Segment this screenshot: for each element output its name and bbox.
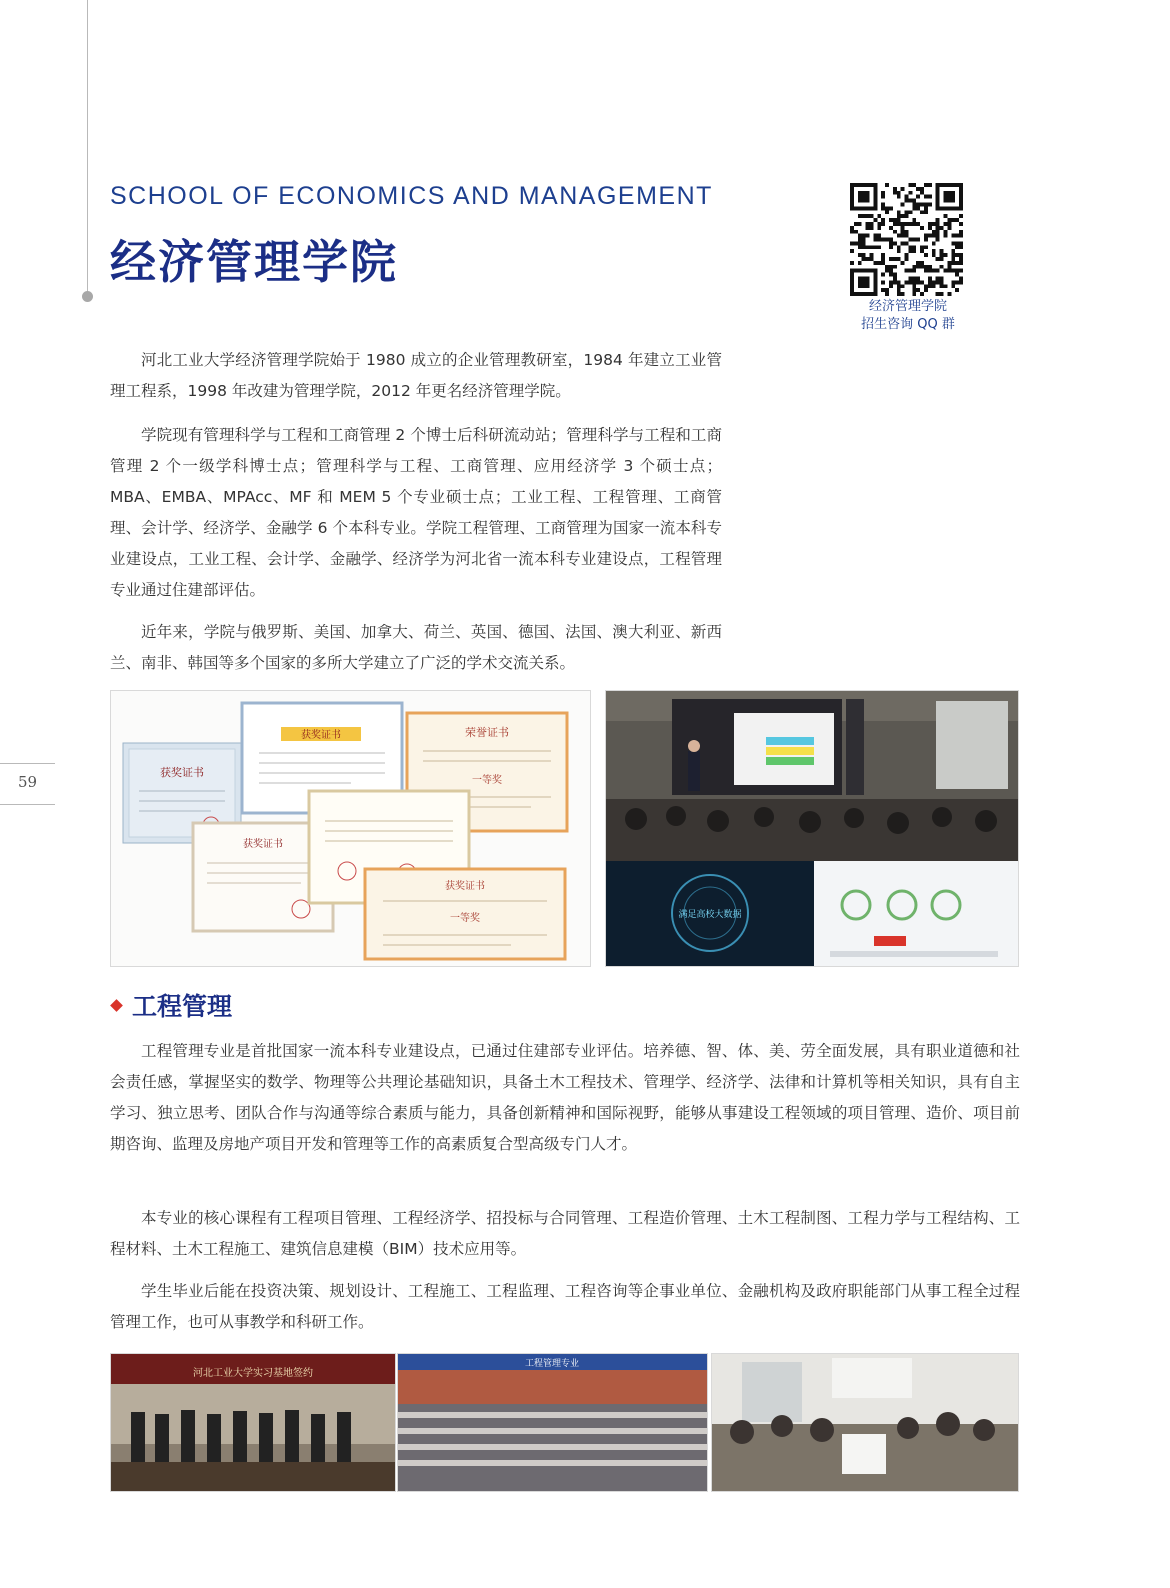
section-paragraph-3: 学生毕业后能在投资决策、规划设计、工程施工、工程监理、工程咨询等企事业单位、金融机构及政府职能部门从事工程全过程管理工作，也可从事教学和科研工作。 [110, 1282, 1020, 1331]
qr-code-icon [850, 183, 963, 296]
classroom-photo [605, 690, 1019, 967]
qr-caption [838, 298, 978, 334]
certificates-illustration [111, 691, 590, 966]
section-heading [110, 987, 232, 1023]
group-photo [397, 1353, 708, 1492]
group-photo-illustration [398, 1354, 707, 1491]
award-text-2: 一等奖 [450, 913, 480, 924]
classroom-illustration [606, 691, 1018, 966]
cert5-title: 获奖证书 [445, 881, 485, 892]
certificate-orange-bottom [365, 869, 565, 959]
section-paragraph-1: 工程管理专业是首批国家一流本科专业建设点，已通过住建部专业评估。培养德、智、体、美、劳全面发展，具有职业道德和社会责任感，掌握坚实的数学、物理等公共理论基础知识，具备土木工程技术、管理学、经济学、法律和计算机等相关知识，具有自主学习、独立思考、团队合作与沟通等综合素质与能力，具备创新精神和国际视野，能够从事建设工程领域的项目管理、造价、项目前期咨询、监理及房地产项目开发和管理等工作的高素质复合型高级专门人才。 [110, 1042, 1020, 1153]
meeting-photo [711, 1353, 1019, 1492]
intro-paragraph-3: 近年来，学院与俄罗斯、美国、加拿大、荷兰、英国、德国、法国、澳大利亚、新西兰、南非、韩国等多个国家的多所大学建立了广泛的学术交流关系。 [110, 623, 722, 672]
signing-ceremony-photo [110, 1353, 396, 1492]
section-paragraph-2: 本专业的核心课程有工程项目管理、工程经济学、招投标与合同管理、工程造价管理、土木工程制图、工程力学与工程结构、工程材料、土木工程施工、建筑信息建模（BIM）技术应用等。 [110, 1209, 1020, 1258]
chinese-title: 经济管理学院 [110, 235, 398, 289]
section-title: 工程管理 [132, 992, 233, 1021]
page-number-rule-bottom [0, 804, 55, 805]
page-number-rule-top [0, 763, 55, 764]
cert2-title: 获奖证书 [301, 730, 341, 741]
margin-rule [87, 0, 88, 296]
cert3-title: 荣誉证书 [465, 726, 509, 739]
certificates-photo [110, 690, 591, 967]
english-title: SCHOOL OF ECONOMICS AND MANAGEMENT [110, 182, 713, 210]
dashboard-banner: 满足高校大数据 [678, 910, 742, 920]
page-number: 59 [17, 773, 38, 791]
diamond-bullet-icon [110, 999, 123, 1012]
margin-dot [82, 291, 93, 302]
meeting-photo-illustration [712, 1354, 1018, 1491]
intro-paragraph-1: 河北工业大学经济管理学院始于 1980 成立的企业管理教研室，1984 年建立工业管理工程系，1998 年改建为管理学院，2012 年更名经济管理学院。 [110, 351, 722, 400]
qr-caption-line2: 招生咨询 QQ 群 [861, 317, 955, 332]
signing-ceremony-illustration [111, 1354, 395, 1491]
intro-paragraph-2: 学院现有管理科学与工程和工商管理 2 个博士后科研流动站；管理科学与工程和工商管理 2 个一级学科博士点；管理科学与工程、工商管理、应用经济学 3 个硕士点；MBA、EMBA、MPAcc、MF 和 MEM 5 个专业硕士点；工业工程、工程管理、工商管理、会计学、经济学、金融学 6 个本科专业。学院工程管理、工商管理为国家一流本科专业建设点，工业工程、会计学、金融学、经济学为河北省一流本科专业建设点，工程管理专业通过住建部评估。 [110, 426, 722, 599]
qr-caption-line1: 经济管理学院 [868, 299, 947, 314]
banner-text-1: 河北工业大学实习基地签约 [193, 1368, 313, 1379]
cert4-title: 获奖证书 [243, 839, 283, 850]
banner-text-2: 工程管理专业 [524, 1359, 580, 1369]
award-text-1: 一等奖 [472, 775, 502, 786]
cert1-title: 获奖证书 [160, 766, 204, 779]
